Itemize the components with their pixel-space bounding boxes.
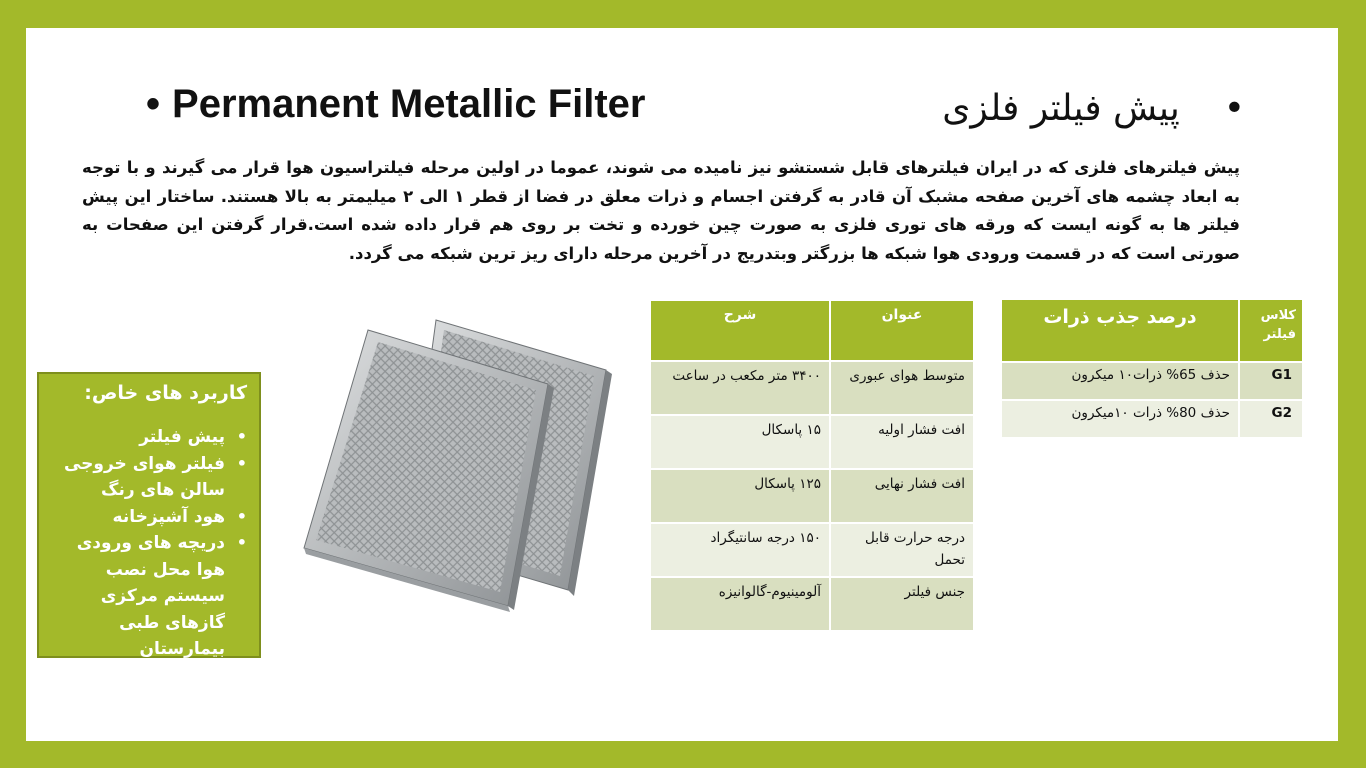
- table-cell: ۳۴۰۰ متر مکعب در ساعت: [650, 361, 830, 415]
- table-cell: حذف 65% ذرات۱۰ میکرون: [1001, 362, 1239, 400]
- table-row: [650, 361, 974, 415]
- metal-mesh-filter-image: [296, 312, 626, 612]
- filter-class-table: [1000, 298, 1304, 439]
- table-cell: متوسط هوای عبوری: [830, 361, 974, 415]
- list-item: • هود آشپزخانه: [53, 504, 225, 531]
- table-cell: G2: [1239, 400, 1303, 438]
- table-cell: درجه حرارت قابل تحمل: [830, 523, 974, 577]
- list-item: • فیلتر هوای خروجی سالن های رنگ: [53, 451, 225, 504]
- table-row: [650, 469, 974, 523]
- table-cell: ۱۵۰ درجه سانتیگراد: [650, 523, 830, 577]
- title-english-text: Permanent Metallic Filter: [172, 82, 646, 126]
- header-filter-class: کلاس فیلتر: [1239, 299, 1303, 362]
- title-persian-text: پیش فیلتر فلزی: [942, 88, 1180, 129]
- table-cell: G1: [1239, 362, 1303, 400]
- special-uses-heading: کاربرد های خاص:: [84, 382, 247, 404]
- special-uses-box: [37, 372, 261, 658]
- table-cell: ۱۵ پاسکال: [650, 415, 830, 469]
- header-description: شرح: [650, 300, 830, 361]
- title-english: [146, 82, 646, 127]
- specs-table: [649, 299, 975, 632]
- table-cell: افت فشار نهایی: [830, 469, 974, 523]
- header-absorption: درصد جذب ذرات: [1001, 299, 1239, 362]
- table-row: [1001, 400, 1303, 438]
- table-header-row: [1001, 299, 1303, 362]
- special-uses-list: [53, 424, 247, 663]
- table-row: [1001, 362, 1303, 400]
- title-bullet-fa: •: [1223, 88, 1245, 129]
- table-cell: حذف 80% ذرات ۱۰میکرون: [1001, 400, 1239, 438]
- table-cell: جنس فیلتر: [830, 577, 974, 631]
- header-title: عنوان: [830, 300, 974, 361]
- table-cell: ۱۲۵ پاسکال: [650, 469, 830, 523]
- list-item: • دریچه های ورودی هوا محل نصب سیستم مرکزی گازهای طبی بیمارستان: [53, 530, 225, 663]
- title-persian: [900, 88, 1245, 129]
- table-cell: افت فشار اولیه: [830, 415, 974, 469]
- table-row: [650, 523, 974, 577]
- list-item: • پیش فیلتر: [53, 424, 225, 451]
- table-row: [650, 415, 974, 469]
- table-row: [650, 577, 974, 631]
- title-bullet-en: •: [146, 82, 161, 126]
- table-header-row: [650, 300, 974, 361]
- description-paragraph: پیش فیلترهای فلزی که در ایران فیلترهای قابل شستشو نیز نامیده می شوند، عموما در اولین مرحله فیلتراسیون هوا قرار می گیرند و با توجه به ابعاد چشمه های آخرین صفحه مشبک آن قادر به گرفتن اجسام و ذرات معلق در فضا از قطر ۱ الی ۲ میلیمتر به بالا هستند. ساختار این پیش فیلتر ها به گونه ایست که ورقه های توری فلزی به صورت چین خورده و تخت بر روی هم قرار داده شده است.قرار گرفتن این صفحات به صورتی است که در قسمت ورودی هوا شبکه ها بزرگتر وبتدریج در آخرین مرحله دارای ریز ترین شبکه می گردد.: [82, 158, 1240, 263]
- table-cell: آلومینیوم-گالوانیزه: [650, 577, 830, 631]
